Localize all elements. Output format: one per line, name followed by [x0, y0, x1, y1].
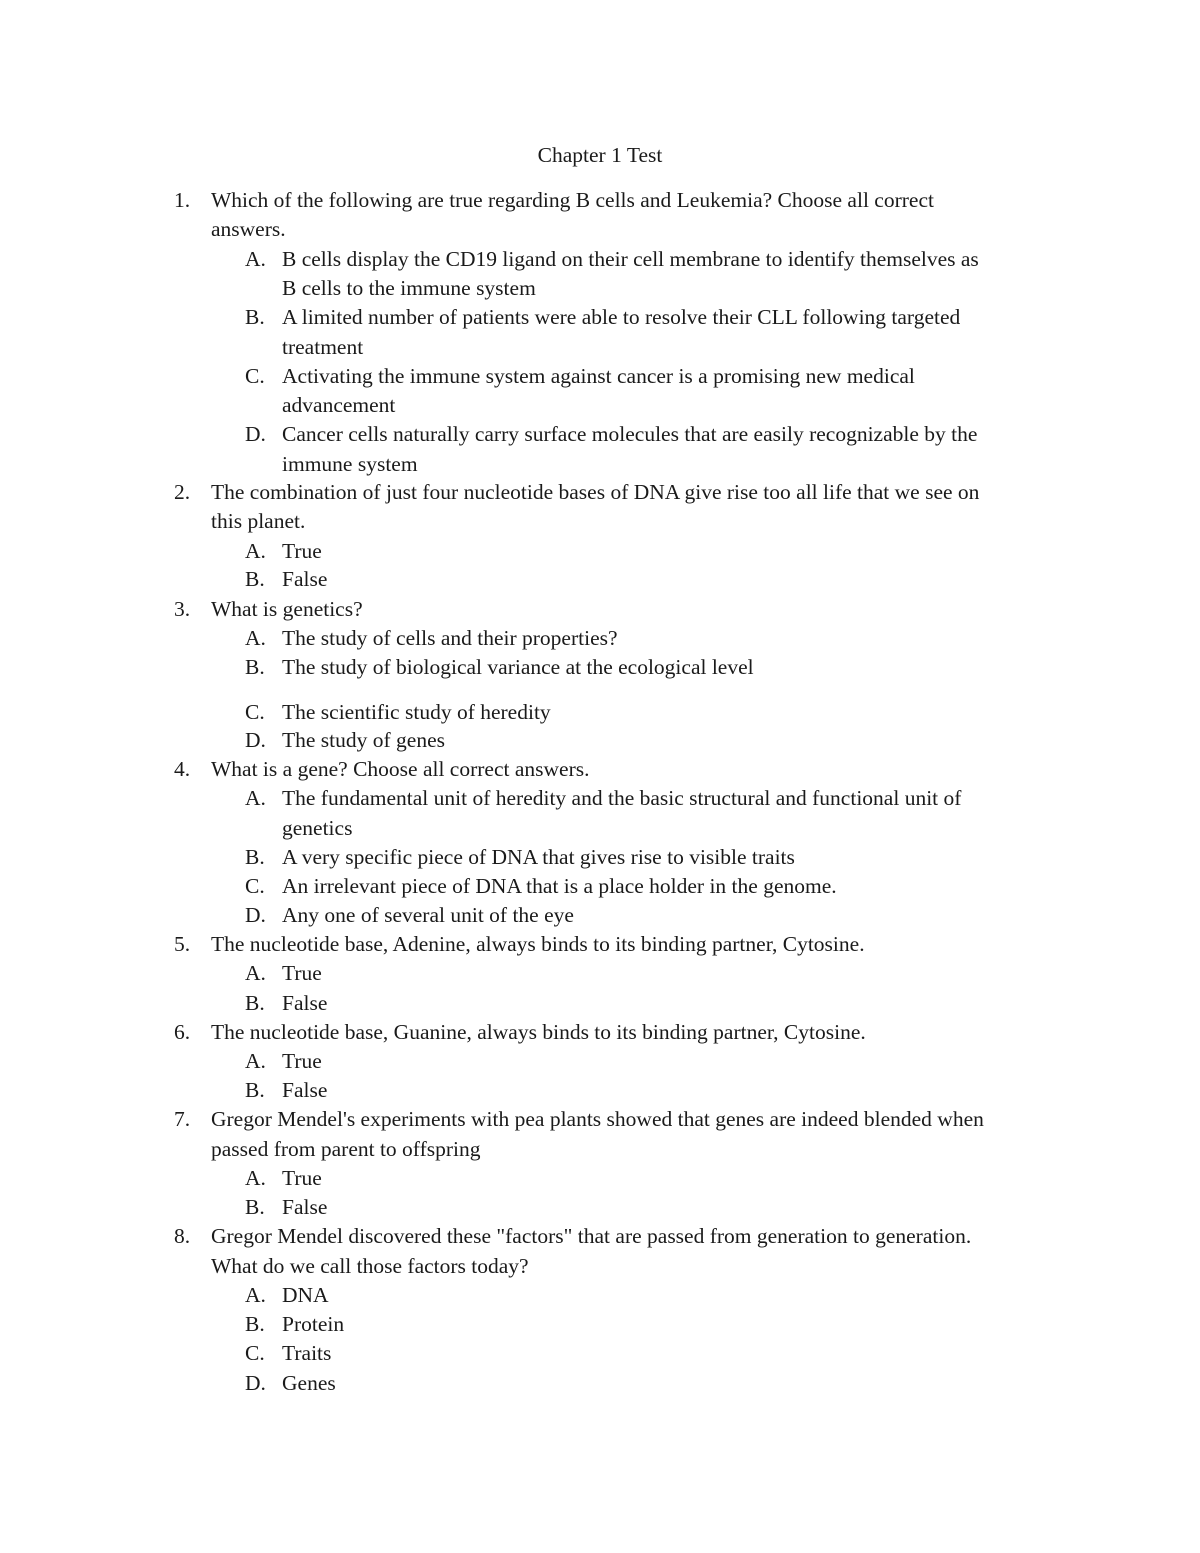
- question-number: 2.: [174, 480, 191, 504]
- question-number: 3.: [174, 597, 191, 621]
- option-letter: B.: [245, 1312, 265, 1336]
- option-text: Any one of several unit of the eye: [282, 903, 574, 927]
- option-letter: B.: [245, 1078, 265, 1102]
- question-text: Which of the following are true regarding B cells and Leukemia? Choose all correct: [211, 188, 934, 212]
- option-text: genetics: [282, 816, 353, 840]
- option-text: treatment: [282, 335, 364, 359]
- option-text: An irrelevant piece of DNA that is a place holder in the genome.: [282, 874, 837, 898]
- option-letter: A.: [245, 786, 266, 810]
- option-text: B cells to the immune system: [282, 276, 536, 300]
- option-letter: A.: [245, 1283, 266, 1307]
- option-text: A very specific piece of DNA that gives rise to visible traits: [282, 845, 795, 869]
- option-letter: B.: [245, 305, 265, 329]
- option-text: DNA: [282, 1283, 329, 1307]
- option-text: B cells display the CD19 ligand on their cell membrane to identify themselves as: [282, 247, 979, 271]
- question-text: answers.: [211, 217, 286, 241]
- option-text: The study of biological variance at the ecological level: [282, 655, 754, 679]
- option-letter: A.: [245, 1166, 266, 1190]
- option-letter: B.: [245, 567, 265, 591]
- question-number: 5.: [174, 932, 191, 956]
- option-letter: C.: [245, 874, 265, 898]
- question-text: What is a gene? Choose all correct answers.: [211, 757, 590, 781]
- option-text: The scientific study of heredity: [282, 700, 551, 724]
- option-text: Protein: [282, 1312, 345, 1336]
- option-letter: B.: [245, 655, 265, 679]
- question-number: 6.: [174, 1020, 191, 1044]
- question-text: Gregor Mendel's experiments with pea plants showed that genes are indeed blended when: [211, 1107, 984, 1131]
- option-text: False: [282, 567, 328, 591]
- option-text: False: [282, 991, 328, 1015]
- question-number: 8.: [174, 1224, 191, 1248]
- option-letter: C.: [245, 700, 265, 724]
- option-letter: C.: [245, 1341, 265, 1365]
- option-letter: D.: [245, 1371, 266, 1395]
- option-text: False: [282, 1195, 328, 1219]
- question-text: this planet.: [211, 509, 306, 533]
- option-text: True: [282, 1049, 322, 1073]
- option-text: A limited number of patients were able to resolve their CLL following targeted: [282, 305, 961, 329]
- question-text: Gregor Mendel discovered these "factors" that are passed from generation to generation.: [211, 1224, 972, 1248]
- option-text: True: [282, 539, 322, 563]
- question-number: 7.: [174, 1107, 191, 1131]
- option-letter: D.: [245, 903, 266, 927]
- option-text: Cancer cells naturally carry surface molecules that are easily recognizable by the: [282, 422, 978, 446]
- option-letter: B.: [245, 991, 265, 1015]
- option-text: False: [282, 1078, 328, 1102]
- option-text: Genes: [282, 1371, 336, 1395]
- option-letter: D.: [245, 728, 266, 752]
- option-text: immune system: [282, 452, 418, 476]
- option-text: The study of cells and their properties?: [282, 626, 618, 650]
- option-letter: A.: [245, 1049, 266, 1073]
- option-letter: A.: [245, 539, 266, 563]
- question-text: The nucleotide base, Adenine, always binds to its binding partner, Cytosine.: [211, 932, 865, 956]
- question-number: 4.: [174, 757, 191, 781]
- page-title: Chapter 1 Test: [537, 143, 663, 167]
- question-number: 1.: [174, 188, 191, 212]
- option-letter: A.: [245, 961, 266, 985]
- option-text: True: [282, 1166, 322, 1190]
- question-text: The combination of just four nucleotide bases of DNA give rise too all life that we see on: [211, 480, 980, 504]
- option-text: Traits: [282, 1341, 332, 1365]
- option-text: advancement: [282, 393, 396, 417]
- option-text: The fundamental unit of heredity and the basic structural and functional unit of: [282, 786, 962, 810]
- question-text: What is genetics?: [211, 597, 363, 621]
- option-letter: A.: [245, 247, 266, 271]
- option-letter: D.: [245, 422, 266, 446]
- question-text: The nucleotide base, Guanine, always binds to its binding partner, Cytosine.: [211, 1020, 866, 1044]
- question-text: passed from parent to offspring: [211, 1137, 481, 1161]
- option-letter: B.: [245, 845, 265, 869]
- option-letter: B.: [245, 1195, 265, 1219]
- option-text: True: [282, 961, 322, 985]
- option-text: Activating the immune system against cancer is a promising new medical: [282, 364, 915, 388]
- question-text: What do we call those factors today?: [211, 1254, 529, 1278]
- option-letter: A.: [245, 626, 266, 650]
- option-text: The study of genes: [282, 728, 446, 752]
- option-letter: C.: [245, 364, 265, 388]
